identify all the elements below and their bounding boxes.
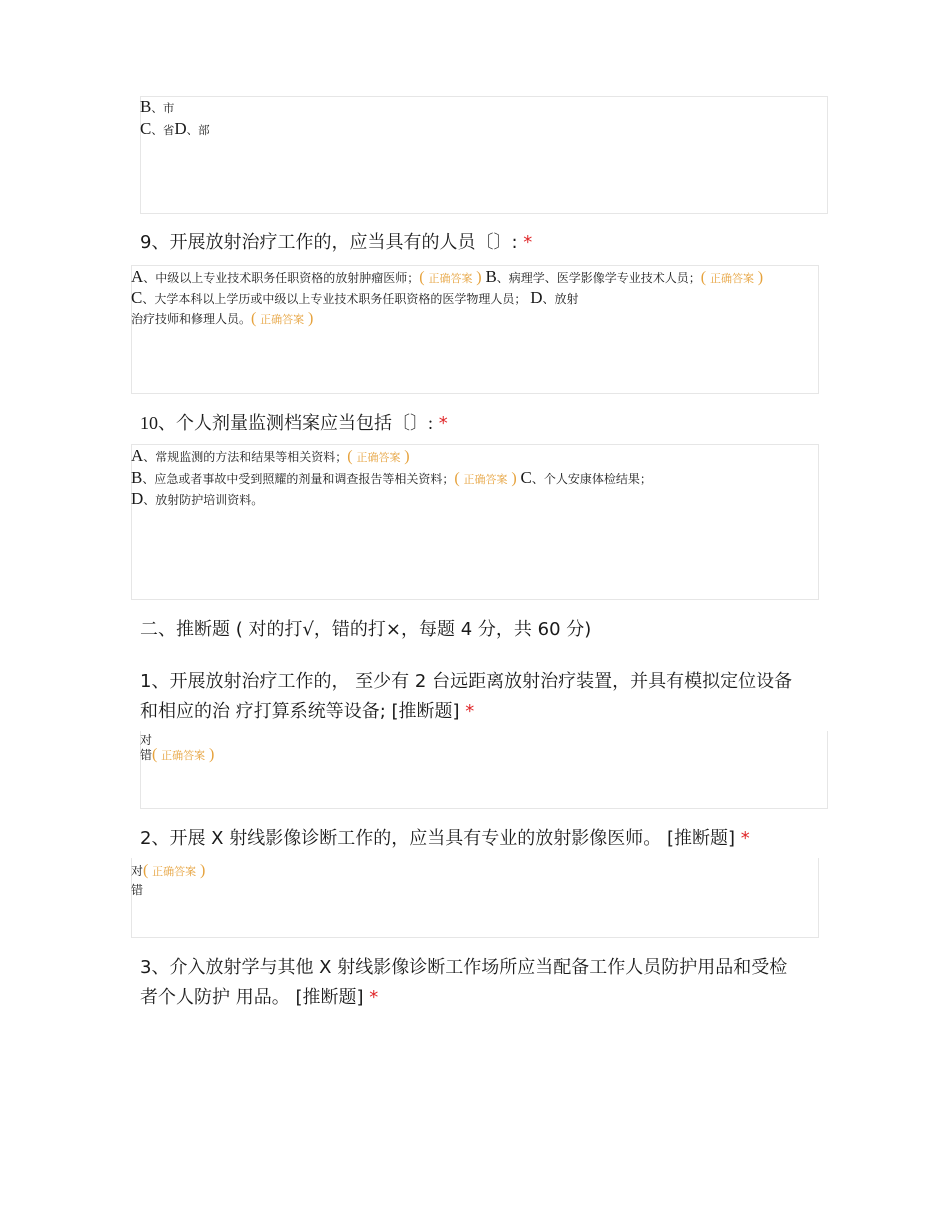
q9-option-b[interactable]: B、病理学、医学影像学专业技术人员； <box>485 267 701 286</box>
tf1-title: 1、开展放射治疗工作的， 至少有 2 台远距离放射治疗装置，并具有模拟定位设备 和相应的治 疗打算系统等设备; [推断题] * <box>140 671 793 722</box>
correct-answer-tag: 正确答案 <box>161 749 206 762</box>
tf2-options-box <box>131 858 819 938</box>
required-star: * <box>523 232 533 253</box>
tf2-title: 2、开展 X 射线影像诊断工作的，应当具有专业的放射影像医师。 [推断题] * <box>140 828 750 849</box>
q9-option-c[interactable]: C、大学本科以上学历或中级以上专业技术职务任职资格的医学物理人员； <box>131 288 527 307</box>
q8-option-c-d[interactable]: C、省D、部 <box>140 119 210 138</box>
tf1-options-box <box>140 731 828 809</box>
q8-option-b[interactable]: B、市 <box>140 97 175 116</box>
section2-title: 二、推断题 ( 对的打√，错的打×，每题 4 分，共 60 分) <box>140 619 592 640</box>
q9-option-d-cont[interactable]: 治疗技师和修理人员。 <box>131 312 252 326</box>
required-star: * <box>740 828 750 849</box>
tf1-option-true[interactable]: 对 <box>140 733 153 747</box>
correct-answer-tag: 正确答案 <box>709 272 754 285</box>
correct-answer-tag: 正确答案 <box>428 272 473 285</box>
q9-option-a[interactable]: A、中级以上专业技术职务任职资格的放射肿瘤医师； <box>131 267 420 286</box>
q9-title: 9、开展放射治疗工作的，应当具有的人员〔〕: * <box>140 232 533 253</box>
q8-option-d-letter: D <box>174 119 187 138</box>
q8-options-box <box>140 96 828 214</box>
correct-answer-tag: 正确答案 <box>152 865 197 878</box>
tf2-row-true: 对( 正确答案 ) <box>131 862 206 879</box>
q10-option-d[interactable]: D、放射防护培训资料。 <box>131 489 264 508</box>
q10-option-a[interactable]: A、常规监测的方法和结果等相关资料； <box>131 446 348 465</box>
q9-row-1: A、中级以上专业技术职务任职资格的放射肿瘤医师；( 正确答案 ) B、病理学、医学影像学专业技术人员；( 正确答案 ) <box>131 267 764 286</box>
tf3-title: 3、介入放射学与其他 X 射线影像诊断工作场所应当配备工作人员防护用品和受检 者个人防护 用品。 [推断题] * <box>140 957 788 1008</box>
correct-answer-tag: 正确答案 <box>356 451 401 464</box>
tf1-row-false: 错( 正确答案 ) <box>140 746 215 763</box>
tf1-option-false[interactable]: 错 <box>140 748 153 762</box>
q9-row-2 <box>131 288 578 308</box>
correct-answer-tag: 正确答案 <box>260 313 305 326</box>
q10-option-c[interactable]: C、个人安康体检结果； <box>520 468 652 487</box>
required-star: * <box>438 413 448 434</box>
tf2-option-true[interactable]: 对 <box>131 864 144 878</box>
q9-option-d[interactable]: D、放射 <box>530 288 579 307</box>
tf2-option-false[interactable]: 错 <box>131 883 144 897</box>
q8-option-c-letter: C <box>140 119 152 138</box>
q10-row-1: A、常规监测的方法和结果等相关资料；( 正确答案 ) <box>131 446 410 465</box>
q10-title: 10、个人剂量监测档案应当包括〔〕: * <box>140 413 448 434</box>
q10-row-3 <box>131 489 263 509</box>
q9-row-3: 治疗技师和修理人员。( 正确答案 ) <box>131 310 314 327</box>
required-star: * <box>465 701 475 722</box>
required-star: * <box>369 987 379 1008</box>
correct-answer-tag: 正确答案 <box>463 473 508 486</box>
q10-option-b[interactable]: B、应急或者事故中受到照耀的剂量和调查报告等相关资料； <box>131 468 455 487</box>
q10-row-2: B、应急或者事故中受到照耀的剂量和调查报告等相关资料；( 正确答案 ) C、个人安康体检结果； <box>131 468 652 487</box>
